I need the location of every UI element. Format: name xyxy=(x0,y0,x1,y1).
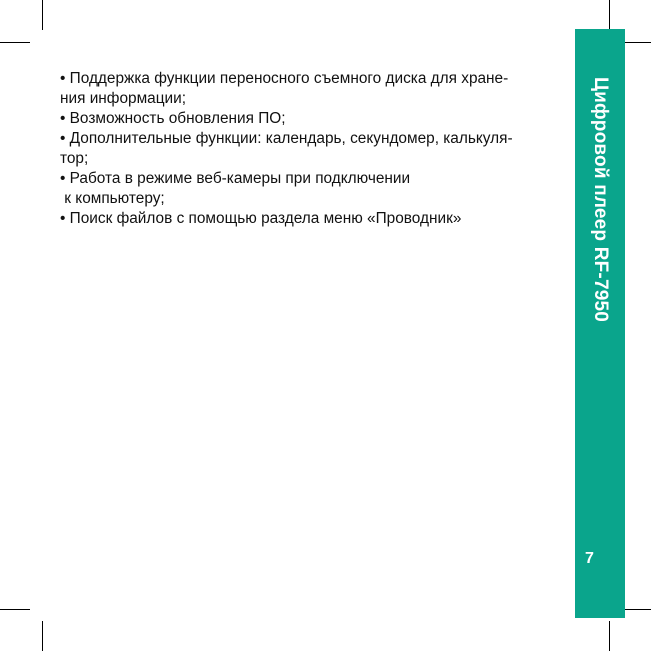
crop-mark-top-right-horizontal xyxy=(621,42,651,43)
crop-mark-bottom-left-vertical xyxy=(42,621,43,651)
crop-mark-top-left-vertical xyxy=(42,0,43,30)
feature-line: тор; xyxy=(60,150,89,167)
crop-mark-top-right-vertical xyxy=(609,0,610,29)
feature-line: • Возможность обновления ПО; xyxy=(60,110,286,127)
feature-line: ния информации; xyxy=(60,90,187,107)
side-band-title: Цифровой плеер RF-7950 xyxy=(590,77,611,323)
feature-line: • Поиск файлов с помощью раздела меню «Проводник» xyxy=(60,210,462,227)
crop-mark-bottom-right-vertical xyxy=(609,621,610,651)
feature-list xyxy=(60,69,560,229)
side-band-title-container xyxy=(575,29,625,349)
crop-mark-bottom-right-horizontal xyxy=(621,609,651,610)
feature-line: • Дополнительные функции: календарь, секундомер, калькуля- xyxy=(60,130,513,147)
crop-mark-bottom-left-horizontal xyxy=(0,609,30,610)
feature-line: • Поддержка функции переносного съемного диска для хране- xyxy=(60,70,509,87)
crop-mark-top-left-horizontal xyxy=(0,42,30,43)
page-number: 7 xyxy=(585,550,594,567)
feature-line: • Работа в режиме веб-камеры при подключении xyxy=(60,170,411,187)
feature-line: к компьютеру; xyxy=(60,190,165,207)
